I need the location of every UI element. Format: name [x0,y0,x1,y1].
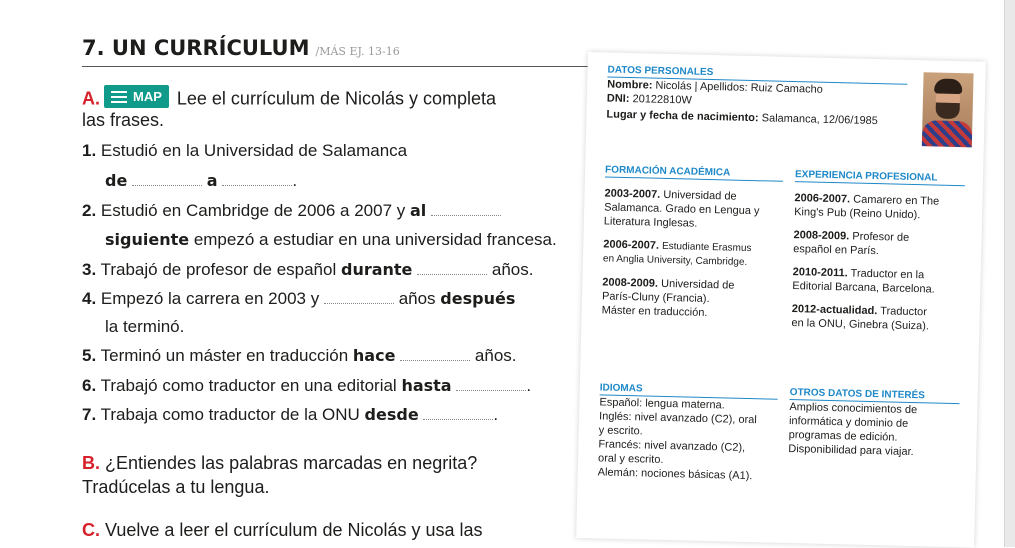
language-line: oral y escrito. [597,452,664,466]
punctuation: . [493,405,499,424]
keyword: después [440,289,516,308]
item-5 [82,346,517,366]
experience-section [791,169,965,334]
section-b-line-2: Tradúcelas a tu lengua. [82,477,270,497]
entry-text: King's Pub (Reino Unido). [794,206,921,222]
other-line: Amplios conocimientos de [789,401,918,417]
item-1 [82,141,407,161]
keyword: a [206,171,218,190]
section-b-letter: B. [82,453,100,473]
language-line: y escrito. [598,424,643,438]
language-line: Francés: nivel avanzado (C2), [598,438,746,454]
keyword: hasta [401,376,452,395]
item-text: Estudió en la Universidad de Salamanca [100,141,408,160]
profile-photo [922,72,974,147]
item-text: empezó a estudiar en una universidad francesa. [193,230,557,249]
item-2 [82,201,501,221]
item-text: Trabaja como traductor de la ONU [100,405,360,424]
exercise-reference: /MÁS EJ. 13-16 [315,45,400,58]
birth-label: Lugar y fecha de nacimiento: [606,108,759,125]
keyword: hace [352,346,396,365]
item-4 [82,289,515,309]
other-line: informática y dominio de [788,415,909,430]
birth-value: Salamanca, 12/06/1985 [761,112,879,128]
entry-text: español en París. [793,243,879,258]
section-c-letter: C. [82,520,100,540]
item-text: Empezó la carrera en 2003 y [100,289,320,308]
item-number: 6. [82,376,97,395]
item-text: Terminó un máster en traducción [100,346,349,365]
item-text: Estudió en Cambridge de 2006 a 2007 y [100,201,406,220]
entry-text: en la ONU, Ginebra (Suiza). [791,317,930,333]
item-7 [82,405,498,425]
punctuation: . [526,376,532,395]
dni-label: DNI: [606,92,630,106]
item-text: años. [474,346,517,365]
item-text: años. [491,260,534,279]
entry-text: Editorial Barcana, Barcelona. [792,280,935,296]
entry-text: París-Cluny (Francia). [601,290,710,306]
punctuation: . [292,171,298,190]
blank-field[interactable] [417,262,487,275]
entry-text: Profesor de [852,230,910,244]
item-4-cont: la terminó. [105,317,185,336]
entry-years: 2006-2007. [603,238,660,252]
item-text: Trabajó de profesor de español [100,260,337,279]
item-number: 3. [82,260,97,279]
blank-field[interactable] [222,173,292,186]
education-heading: FORMACIÓN ACADÉMICA [605,164,783,181]
entry-text: Universidad de [663,188,737,203]
item-2-cont [105,230,557,250]
personal-data-heading: DATOS PERSONALES [607,64,907,84]
exercise-title-text: 7. UN CURRÍCULUM [82,36,310,60]
item-3 [82,260,533,280]
page-gutter [1004,0,1015,547]
education-section [602,164,784,321]
entry-text: Salamanca. Grado en Lengua y [604,201,760,218]
name-value: Nicolás | Apellidos: Ruiz Camacho [655,79,823,96]
entry-years: 2008-2009. [793,229,850,243]
item-number: 7. [82,405,97,424]
blank-field[interactable] [132,173,202,186]
entry-years: 2008-2009. [602,276,659,290]
item-number: 2. [82,201,97,220]
map-button-label: MAP [133,89,162,104]
item-text: años [398,289,436,308]
other-heading: OTROS DATOS DE INTERÉS [790,387,960,404]
blank-field[interactable] [431,203,501,216]
item-6 [82,376,531,396]
blank-field[interactable] [423,407,493,420]
other-line: Disponibilidad para viajar. [788,443,914,459]
item-text: Trabajó como traductor en una editorial [100,376,397,395]
item-1-cont [105,171,297,191]
menu-icon [111,91,127,103]
section-b-instruction [82,453,477,474]
entry-text: Camarero en The [853,193,940,208]
entry-years: 2006-2007. [794,192,851,206]
entry-text: Literatura Inglesas. [603,215,698,230]
section-b-line-1: ¿Entiendes las palabras marcadas en negrita? [105,453,478,473]
entry-years: 2003-2007. [604,187,661,201]
keyword: durante [340,260,413,279]
language-line: Español: lengua materna. [599,396,725,412]
entry-text: Traductor [880,305,928,319]
languages-section [598,382,778,483]
entry-text: Traductor en la [850,267,925,282]
keyword: siguiente [105,230,190,249]
entry-text: Universidad de [660,277,735,292]
section-c-instruction [82,520,483,541]
personal-data-section [606,64,907,128]
entry-text: en Anglia University, Cambridge. [602,253,748,268]
instruction-line-2: las frases. [82,110,165,130]
keyword: al [409,201,427,220]
instruction-line-1: Lee el currículum de Nicolás y completa [176,88,497,109]
map-button[interactable] [104,85,169,108]
blank-field[interactable] [400,348,470,361]
name-label: Nombre: [607,78,653,92]
blank-field[interactable] [324,291,394,304]
item-number: 4. [82,289,97,308]
entry-years: 2010-2011. [792,266,848,280]
item-number: 1. [82,141,97,160]
section-a-letter: A. [82,88,100,109]
language-line: Alemán: nociones básicas (A1). [597,466,753,483]
keyword: de [105,171,128,190]
entry-text: Estudiante Erasmus [661,240,752,255]
section-a-instruction [82,85,496,110]
experience-heading: EXPERIENCIA PROFESIONAL [795,169,965,186]
blank-field[interactable] [456,378,526,391]
other-section [788,387,960,460]
other-line: programas de edición. [788,429,898,444]
languages-heading: IDIOMAS [600,382,778,399]
title-divider [82,66,602,67]
exercise-title [82,36,400,60]
keyword: desde [364,405,419,424]
language-line: Inglés: nivel avanzado (C2), oral [598,410,757,427]
item-number: 5. [82,346,97,365]
entry-years: 2012-actualidad. [791,303,878,318]
section-c-line-1: Vuelve a leer el currículum de Nicolás y usa las [105,520,483,540]
cv-card [576,52,986,548]
dni-value: 20122810W [632,93,692,107]
entry-text: Máster en traducción. [601,304,708,319]
